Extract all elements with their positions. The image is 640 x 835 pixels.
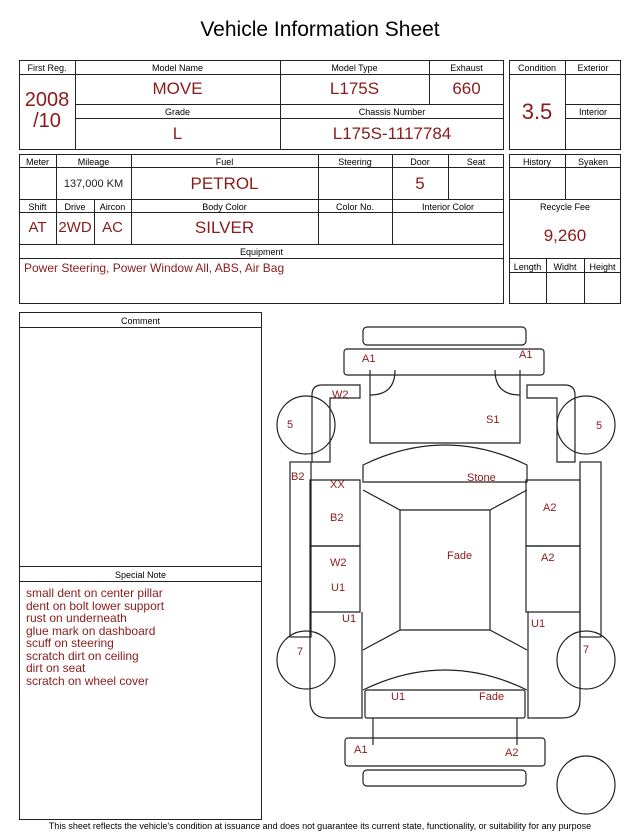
width-label: Widht [553,262,577,272]
first-reg-month: /10 [33,110,61,132]
car-diagram [270,315,635,820]
special-note-item: scratch on wheel cover [26,673,149,688]
grade-label: Grade [164,107,190,117]
syaken-label: Syaken [577,157,609,167]
special-note-item: dent on bolt lower support [26,598,165,613]
steering-label: Steering [338,157,372,167]
model-name-label: Model Name [151,63,204,73]
mark-hood: S1 [486,414,500,426]
interior-color-label: Interior Color [421,202,475,212]
condition-label: Condition [517,63,557,73]
recycle-fee-label: Recycle Fee [539,202,591,212]
fuel-value: PETROL [190,174,259,193]
comment-label: Comment [120,316,160,326]
first-reg-year: 2008 [24,89,70,111]
special-note-item: glue mark on dashboard [26,623,156,638]
aircon-value: AC [102,219,123,236]
model-type-label: Model Type [331,63,378,73]
color-no-label: Color No. [335,202,374,212]
disclaimer-footer: This sheet reflects the vehicle's condition at issuance and does not guarantee its current state, functionality, or suitability for any purpose [48,821,592,831]
special-note-item: scratch dirt on ceiling [26,648,139,663]
seat-label: Seat [466,157,486,167]
mark-front-right: A1 [519,349,533,361]
mark-wheel-rear-right: 7 [583,644,590,656]
special-note-list [26,587,164,687]
drive-label: Drive [64,202,86,212]
grade-value: L [172,124,183,143]
equipment-label: Equipment [239,247,284,257]
mark-rear-right: A2 [505,747,519,759]
body-color-value: SILVER [194,218,255,237]
interior-label: Interior [578,107,607,117]
exterior-label: Exterior [577,63,609,73]
mileage-value: 137,000 KM [63,178,124,190]
mark-front-left: A1 [362,353,376,365]
mark-wheel-front-right: 5 [596,420,603,432]
mark-roof: Fade [447,550,473,562]
mark-right-rear-door: A2 [541,552,555,564]
body-color-label: Body Color [202,202,247,212]
special-note-item: small dent on center pillar [26,586,163,600]
recycle-fee-value: 9,260 [543,226,587,245]
mark-wheel-front-left: 5 [287,419,294,431]
mark-windshield-right: Stone [467,472,496,484]
history-label: History [522,157,551,167]
length-label: Length [513,262,542,272]
mark-left-rear-quarter: U1 [342,613,357,625]
mark-rear-left: A1 [354,744,368,756]
meter-label: Meter [25,157,49,167]
mark-right-front-door: A2 [543,502,557,514]
exhaust-value: 660 [452,79,481,98]
mark-left-rear-door-a: W2 [330,557,347,569]
sheet-title: Vehicle Information Sheet [200,18,440,41]
shift-value: AT [28,219,47,236]
special-note-item: scuff on steering [26,636,114,650]
mark-windshield-left: XX [330,479,345,491]
door-label: Door [410,157,430,167]
shift-label: Shift [28,202,47,212]
equipment-value: Power Steering, Power Window All, ABS, Air Bag [24,261,285,275]
mark-left-rear-door-b: U1 [331,582,346,594]
door-value: 5 [415,174,425,193]
model-type-value: L175S [329,79,380,98]
height-label: Height [589,262,616,272]
aircon-label: Aircon [99,202,126,212]
fuel-label: Fuel [215,157,234,167]
chassis-number-label: Chassis Number [358,107,426,117]
model-name-value: MOVE [152,79,203,98]
exhaust-label: Exhaust [450,63,483,73]
mark-left-pillar: B2 [291,471,305,483]
mark-wheel-rear-left: 7 [297,646,304,658]
chassis-number-value: L175S-1117784 [332,124,452,143]
mark-tailgate-right: Fade [479,691,505,703]
mark-left-front-fender: W2 [332,389,349,401]
mark-tailgate-left: U1 [391,691,406,703]
drive-value: 2WD [58,219,92,236]
mileage-label: Mileage [77,157,110,167]
mark-right-rear-quarter: U1 [531,618,546,630]
mark-left-front-door: B2 [330,512,344,524]
first-reg-label: First Reg. [27,63,67,73]
special-note-item: rust on underneath [26,611,127,625]
condition-value: 3.5 [521,99,553,124]
special-note-label: Special Note [114,570,167,580]
special-note-item: dirt on seat [26,661,86,675]
